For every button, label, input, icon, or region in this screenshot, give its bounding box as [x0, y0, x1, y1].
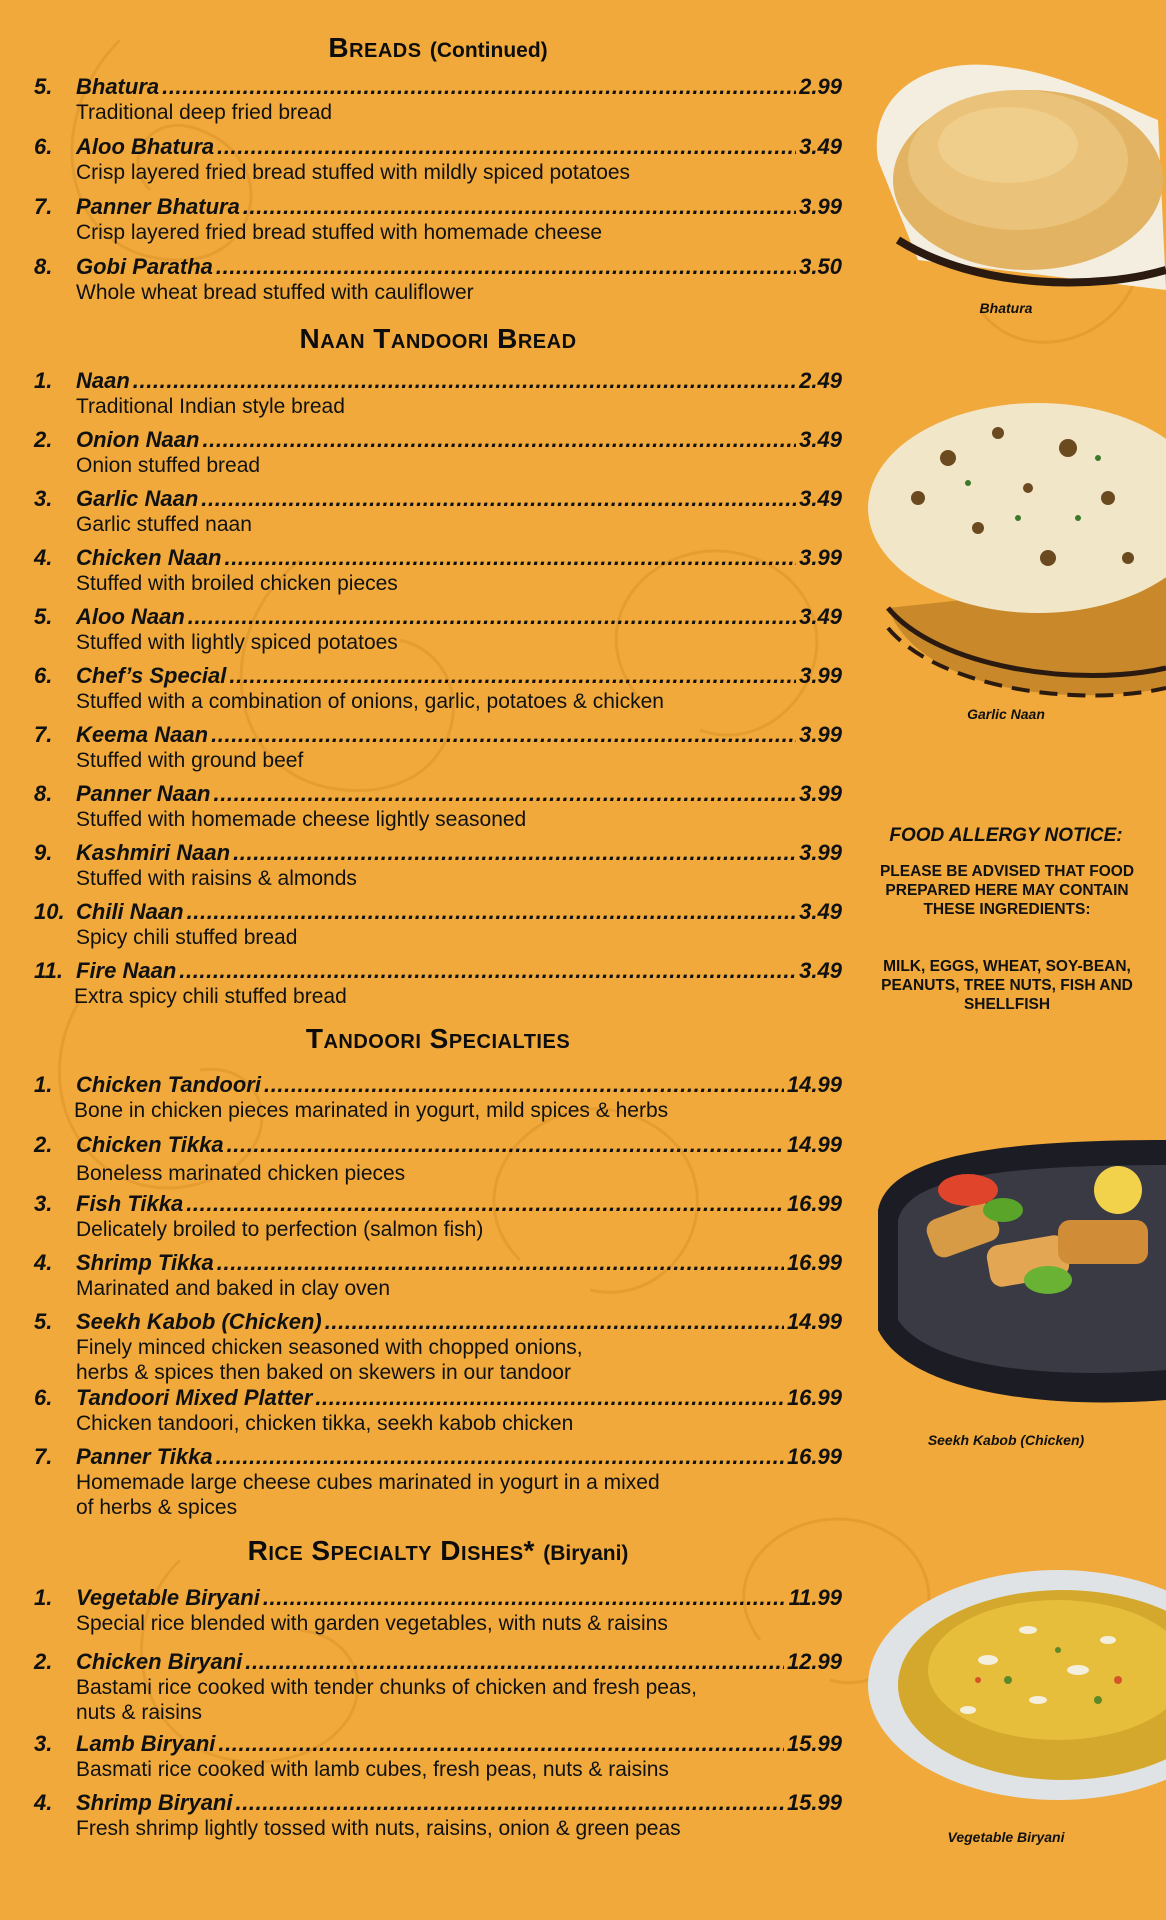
section-title: [34, 1019, 842, 1059]
item-description: Onion stuffed bread: [76, 454, 261, 477]
item-number: 1.: [34, 1585, 53, 1610]
menu-item: [34, 1131, 842, 1190]
item-price: 14.99: [786, 1132, 842, 1157]
item-name: Vegetable Biryani: [76, 1585, 260, 1610]
item-name: Onion Naan: [76, 427, 200, 452]
item-description: Marinated and baked in clay oven: [76, 1277, 391, 1300]
item-number: 1.: [34, 368, 53, 393]
menu-column: [34, 28, 842, 1845]
item-name: Fish Tikka: [76, 1191, 184, 1216]
dot-leader: [217, 1249, 784, 1276]
dot-leader: [264, 1071, 784, 1098]
menu-item: [34, 1648, 842, 1730]
section-title: [34, 319, 842, 359]
item-name: Chili Naan: [76, 899, 184, 924]
item-name: Chicken Naan: [76, 545, 222, 570]
dot-leader: [315, 1384, 784, 1411]
dot-leader: [225, 544, 797, 571]
item-price: 3.49: [799, 427, 842, 452]
item-number: 7.: [34, 1444, 53, 1469]
item-number: 1.: [34, 1072, 53, 1097]
item-number: 4.: [34, 1790, 53, 1815]
item-name: Chicken Tandoori: [76, 1072, 261, 1097]
item-description: Basmati rice cooked with lamb cubes, fresh peas, nuts & raisins: [76, 1758, 669, 1781]
item-description: Stuffed with lightly spiced potatoes: [76, 631, 398, 654]
dot-leader: [201, 485, 796, 512]
allergy-ingredients-text: MILK, EGGS, WHEAT, SOY-BEAN, PEANUTS, TREE NUTS, FISH AND SHELLFISH: [881, 958, 1133, 1013]
item-price: 3.99: [799, 840, 842, 865]
section-title: [34, 28, 842, 71]
dot-leader: [245, 1648, 784, 1675]
item-number: 6.: [34, 1385, 53, 1410]
item-price: 16.99: [786, 1250, 842, 1275]
item-description: herbs & spices then baked on skewers in our tandoor: [76, 1361, 571, 1384]
photo-caption: Vegetable Biryani: [947, 1829, 1065, 1845]
dot-leader: [202, 426, 796, 453]
menu-item: [34, 839, 842, 898]
item-number: 6.: [34, 134, 53, 159]
item-name: Kashmiri Naan: [76, 840, 231, 865]
dot-leader: [216, 1443, 784, 1470]
section-title-text: Breads: [328, 32, 422, 63]
item-description: Fresh shrimp lightly tossed with nuts, raisins, onion & green peas: [76, 1817, 681, 1840]
item-description: Garlic stuffed naan: [76, 513, 252, 536]
menu-item: [34, 1584, 842, 1648]
menu-item: [34, 193, 842, 253]
dot-leader: [243, 193, 796, 220]
item-number: 11.: [34, 958, 63, 983]
garlic-naan-photo: [858, 388, 1166, 718]
item-price: 15.99: [786, 1790, 842, 1815]
item-price: 3.50: [799, 254, 842, 279]
item-description: Special rice blended with garden vegetables, with nuts & raisins: [76, 1612, 668, 1635]
vegetable-biryani-photo: [858, 1550, 1166, 1820]
item-number: 3.: [34, 1191, 53, 1216]
menu-item: [34, 485, 842, 544]
item-price: 11.99: [788, 1585, 842, 1610]
item-description: Whole wheat bread stuffed with cauliflower: [76, 281, 474, 304]
item-description: Finely minced chicken seasoned with chopped onions,: [76, 1336, 583, 1359]
dot-leader: [235, 1789, 783, 1816]
menu-item: [34, 957, 842, 1013]
dot-leader: [188, 603, 796, 630]
side-column: [858, 0, 1166, 1920]
item-name: Chicken Tikka: [76, 1132, 224, 1157]
item-name: Panner Naan: [76, 781, 211, 806]
menu-item: [34, 1190, 842, 1249]
menu-item: [34, 721, 842, 780]
item-name: Gobi Paratha: [76, 254, 213, 279]
item-description: of herbs & spices: [76, 1496, 238, 1519]
dot-leader: [133, 367, 796, 394]
item-price: 16.99: [786, 1191, 842, 1216]
menu-item: [34, 1730, 842, 1789]
item-name: Aloo Bhatura: [76, 134, 215, 159]
photo-caption: Bhatura: [979, 300, 1033, 316]
item-description: Traditional deep fried bread: [76, 101, 333, 124]
item-price: 3.49: [799, 899, 842, 924]
menu-item: [34, 253, 842, 309]
dot-leader: [218, 1730, 784, 1757]
bhatura-photo: [858, 40, 1166, 290]
item-price: 3.49: [799, 486, 842, 511]
section-title-text: Naan Tandoori Bread: [299, 323, 577, 354]
dot-leader: [186, 1190, 784, 1217]
item-name: Seekh Kabob (Chicken): [76, 1309, 322, 1334]
item-name: Shrimp Tikka: [76, 1250, 214, 1275]
item-number: 8.: [34, 254, 53, 279]
item-price: 15.99: [786, 1731, 842, 1756]
item-description: Spicy chili stuffed bread: [76, 926, 298, 949]
menu-item: [34, 1789, 842, 1845]
item-description: Homemade large cheese cubes marinated in yogurt in a mixed: [76, 1471, 660, 1494]
menu-item: [34, 73, 842, 133]
item-number: 9.: [34, 840, 53, 865]
dot-leader: [216, 253, 796, 280]
item-name: Garlic Naan: [76, 486, 199, 511]
menu-item: [34, 426, 842, 485]
item-price: 16.99: [786, 1444, 842, 1469]
menu-item: [34, 544, 842, 603]
item-number: 10.: [34, 899, 65, 924]
item-price: 2.99: [799, 74, 842, 99]
item-price: 3.99: [799, 545, 842, 570]
dot-leader: [325, 1308, 784, 1335]
menu-item: [34, 1308, 842, 1384]
photo-caption: Seekh Kabob (Chicken): [927, 1432, 1085, 1448]
dot-leader: [263, 1584, 786, 1611]
item-price: 3.99: [799, 722, 842, 747]
item-description: Extra spicy chili stuffed bread: [74, 985, 347, 1008]
dot-leader: [217, 133, 796, 160]
item-description: Stuffed with a combination of onions, garlic, potatoes & chicken: [76, 690, 664, 713]
item-description: Chicken tandoori, chicken tikka, seekh kabob chicken: [76, 1412, 574, 1435]
item-number: 7.: [34, 194, 53, 219]
dot-leader: [233, 839, 796, 866]
dot-leader: [211, 721, 796, 748]
seekh-kabob-photo: [858, 1130, 1166, 1410]
item-name: Shrimp Biryani: [76, 1790, 233, 1815]
item-description: nuts & raisins: [76, 1701, 203, 1724]
item-description: Stuffed with homemade cheese lightly seasoned: [76, 808, 527, 831]
menu-item: [34, 1071, 842, 1131]
menu-item: [34, 662, 842, 721]
item-number: 5.: [34, 74, 53, 99]
item-name: Panner Tikka: [76, 1444, 213, 1469]
item-price: 3.49: [799, 958, 842, 983]
item-price: 3.49: [799, 134, 842, 159]
item-description: Stuffed with ground beef: [76, 749, 304, 772]
item-name: Chef’s Special: [76, 663, 227, 688]
item-description: Bone in chicken pieces marinated in yogurt, mild spices & herbs: [74, 1099, 669, 1122]
menu-item: [34, 780, 842, 839]
section-title-note: (Biryani): [543, 1542, 629, 1565]
dot-leader: [214, 780, 797, 807]
item-name: Bhatura: [76, 74, 160, 99]
item-name: Keema Naan: [76, 722, 209, 747]
dot-leader: [187, 898, 797, 925]
section-title-text: Rice Specialty Dishes*: [247, 1535, 535, 1566]
menu-section-naan: [34, 367, 842, 1013]
item-number: 5.: [34, 1309, 53, 1334]
dot-leader: [227, 1131, 784, 1158]
menu-item: [34, 1249, 842, 1308]
item-description: Stuffed with broiled chicken pieces: [76, 572, 398, 595]
item-name: Tandoori Mixed Platter: [76, 1385, 313, 1410]
item-price: 16.99: [786, 1385, 842, 1410]
item-number: 6.: [34, 663, 53, 688]
item-description: Delicately broiled to perfection (salmon fish): [76, 1218, 484, 1241]
dot-leader: [162, 73, 796, 100]
item-number: 7.: [34, 722, 53, 747]
item-price: 14.99: [786, 1072, 842, 1097]
dot-leader: [179, 957, 796, 984]
item-description: Crisp layered fried bread stuffed with homemade cheese: [76, 221, 603, 244]
photo-caption: Garlic Naan: [967, 706, 1045, 722]
item-number: 3.: [34, 1731, 53, 1756]
item-description: Stuffed with raisins & almonds: [76, 867, 357, 890]
menu-item: [34, 1384, 842, 1443]
menu-item: [34, 603, 842, 662]
menu-section-breads: [34, 73, 842, 309]
item-number: 2.: [34, 427, 53, 452]
menu-item: [34, 898, 842, 957]
menu-item: [34, 133, 842, 193]
allergy-advice-text: PLEASE BE ADVISED THAT FOOD PREPARED HERE MAY CONTAIN THESE INGREDIENTS:: [879, 863, 1135, 918]
item-name: Fire Naan: [76, 958, 177, 983]
allergy-notice-title: FOOD ALLERGY NOTICE:: [889, 825, 1123, 846]
menu-item: [34, 367, 842, 426]
item-description: Boneless marinated chicken pieces: [76, 1162, 406, 1185]
item-price: 3.49: [799, 604, 842, 629]
item-price: 14.99: [786, 1309, 842, 1334]
item-price: 2.49: [799, 368, 842, 393]
item-name: Lamb Biryani: [76, 1731, 216, 1756]
item-price: 3.99: [799, 194, 842, 219]
item-name: Chicken Biryani: [76, 1649, 243, 1674]
item-description: Crisp layered fried bread stuffed with mildly spiced potatoes: [76, 161, 631, 184]
item-name: Naan: [76, 368, 130, 393]
menu-item: [34, 1443, 842, 1519]
item-number: 4.: [34, 1250, 53, 1275]
item-number: 2.: [34, 1649, 53, 1674]
section-title: [34, 1531, 842, 1574]
menu-section-biryani: [34, 1584, 842, 1845]
section-title-note: (Continued): [429, 39, 548, 62]
item-price: 3.99: [799, 781, 842, 806]
item-price: 3.99: [799, 663, 842, 688]
item-description: Traditional Indian style bread: [76, 395, 345, 418]
section-title-text: Tandoori Specialties: [305, 1023, 571, 1054]
item-price: 12.99: [786, 1649, 842, 1674]
menu-section-tandoori: [34, 1071, 842, 1519]
item-name: Aloo Naan: [76, 604, 185, 629]
item-number: 3.: [34, 486, 53, 511]
item-number: 4.: [34, 545, 53, 570]
item-description: Bastami rice cooked with tender chunks of chicken and fresh peas,: [76, 1676, 697, 1699]
item-number: 8.: [34, 781, 53, 806]
item-number: 2.: [34, 1132, 53, 1157]
item-name: Panner Bhatura: [76, 194, 240, 219]
item-number: 5.: [34, 604, 53, 629]
dot-leader: [229, 662, 796, 689]
